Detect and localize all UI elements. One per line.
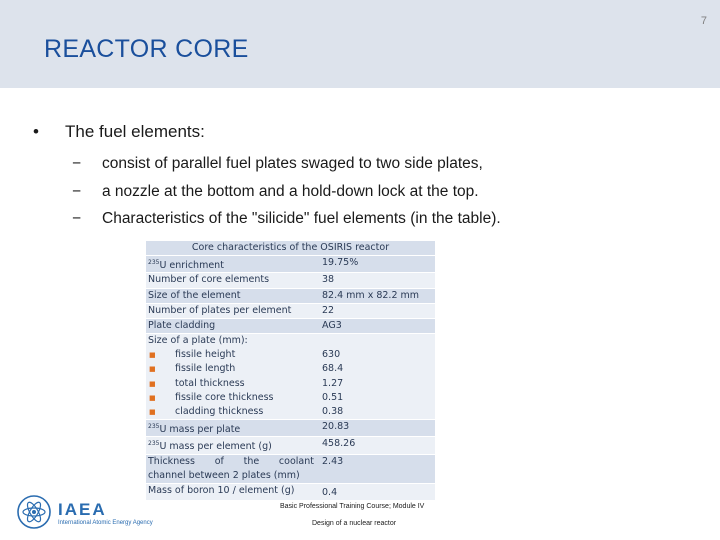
sub-item	[72, 155, 483, 173]
slide-title: REACTOR CORE	[44, 35, 249, 63]
table-row	[146, 348, 435, 362]
bullet-text: The fuel elements:	[65, 122, 205, 141]
isotope-superscript: 235	[148, 440, 160, 448]
atom-emblem-icon	[16, 494, 52, 530]
row-label-text: Thickness of the coolant	[148, 455, 314, 467]
row-label	[146, 377, 316, 391]
sub-item-marker: −	[72, 183, 82, 200]
row-label-text: U mass per element (g)	[159, 441, 272, 453]
sub-item-marker: −	[72, 155, 82, 172]
row-value: 22	[316, 303, 435, 318]
sub-item-marker: −	[72, 210, 82, 227]
row-label	[146, 420, 316, 437]
row-label	[146, 256, 316, 273]
logo-name: IAEA	[58, 500, 107, 519]
row-label-text: fissile core thickness	[175, 391, 274, 403]
table-row	[146, 420, 435, 437]
bullet-item	[33, 122, 205, 142]
row-value: AG3	[316, 318, 435, 333]
row-value: 0.4	[316, 483, 435, 500]
row-label: Mass of boron 10 / element (g)	[146, 483, 316, 500]
square-bullet-icon: ■	[149, 365, 156, 374]
footer-course: Basic Professional Training Course; Module IV	[280, 503, 425, 510]
table-row	[146, 437, 435, 454]
row-label	[146, 391, 316, 405]
row-value: 19.75%	[316, 256, 435, 273]
row-label: Size of the element	[146, 288, 316, 303]
isotope-superscript: 235	[148, 423, 160, 431]
table-row	[146, 256, 435, 273]
square-bullet-icon: ■	[149, 379, 156, 388]
square-bullet-icon: ■	[149, 408, 156, 417]
logo-subtitle: International Atomic Energy Agency	[58, 520, 153, 526]
row-value: 2.43	[316, 454, 435, 469]
row-label	[146, 348, 316, 362]
row-label-text: cladding thickness	[175, 406, 264, 418]
row-label: Plate cladding	[146, 318, 316, 333]
table-row	[146, 391, 435, 405]
footer-topic: Design of a nuclear reactor	[312, 520, 397, 527]
row-value: 458.26	[316, 437, 435, 454]
row-label	[146, 454, 316, 469]
row-label: Number of core elements	[146, 273, 316, 288]
isotope-superscript: 235	[148, 259, 160, 267]
square-bullet-icon: ■	[149, 351, 156, 360]
table-caption: Core characteristics of the OSIRIS reactor	[146, 241, 435, 256]
group-label: Size of a plate (mm):	[146, 334, 316, 349]
row-value: 82.4 mm x 82.2 mm	[316, 288, 435, 303]
row-label-text: fissile length	[175, 363, 236, 375]
row-value: 38	[316, 273, 435, 288]
table-row	[146, 303, 435, 318]
empty-cell	[316, 334, 435, 349]
table-row	[146, 318, 435, 333]
row-label	[146, 362, 316, 376]
row-value: 1.27	[316, 377, 435, 391]
empty-cell	[316, 469, 435, 484]
table-row	[146, 362, 435, 376]
table-row	[146, 273, 435, 288]
row-label-text: total thickness	[175, 377, 245, 389]
row-label-text: U mass per plate	[159, 424, 241, 436]
table-row	[146, 454, 435, 469]
row-value: 68.4	[316, 362, 435, 376]
sub-item-text: consist of parallel fuel plates swaged to two side plates,	[102, 155, 483, 172]
square-bullet-icon: ■	[149, 393, 156, 402]
page-number: 7	[700, 15, 707, 27]
table-caption-row	[146, 241, 435, 256]
table-row-continuation	[146, 469, 435, 484]
row-value: 630	[316, 348, 435, 362]
row-value: 0.51	[316, 391, 435, 405]
table-group-header-row	[146, 334, 435, 349]
row-label: Number of plates per element	[146, 303, 316, 318]
sub-item	[72, 210, 501, 228]
sub-item-text: Characteristics of the "silicide" fuel elements (in the table).	[102, 210, 501, 227]
core-characteristics-table	[146, 241, 435, 501]
sub-item-text: a nozzle at the bottom and a hold-down lock at the top.	[102, 183, 479, 200]
row-label	[146, 405, 316, 420]
bullet-marker: •	[33, 122, 39, 141]
row-label-text: U enrichment	[159, 260, 224, 272]
table-row	[146, 377, 435, 391]
sub-item	[72, 183, 479, 201]
row-value: 0.38	[316, 405, 435, 420]
table-row	[146, 288, 435, 303]
row-value: 20.83	[316, 420, 435, 437]
iaea-logo	[16, 494, 256, 534]
row-label: channel between 2 plates (mm)	[146, 469, 316, 484]
table-row	[146, 405, 435, 420]
row-label	[146, 437, 316, 454]
row-label-text: fissile height	[175, 349, 236, 361]
